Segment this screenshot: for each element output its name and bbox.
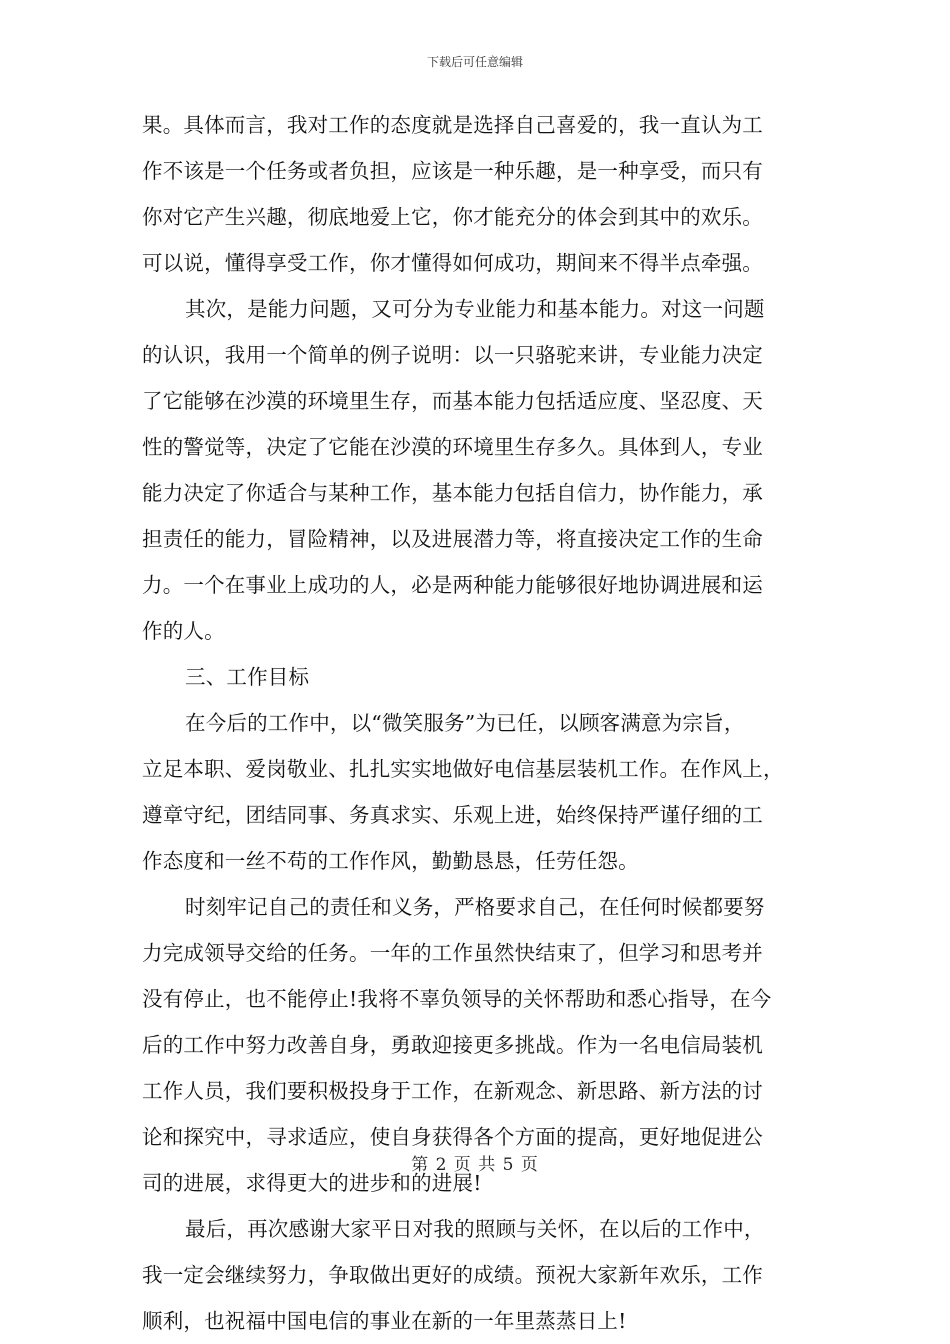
page-number-footer: 第 2 页 共 5 页: [411, 1155, 539, 1175]
text-line: 顺利，也祝福中国电信的事业在新的一年里蒸蒸日上!: [142, 1309, 627, 1333]
text-line: 能力决定了你适合与某种工作，基本能力包括自信力，协作能力，承: [142, 481, 763, 505]
text-line: 时刻牢记自己的责任和义务，严格要求自己，在任何时候都要努: [185, 895, 765, 919]
text-line: 我一定会继续努力，争取做出更好的成绩。预祝大家新年欢乐，工作: [142, 1263, 763, 1287]
text-line: 工作人员，我们要积极投身于工作，在新观念、新思路、新方法的讨: [142, 1079, 763, 1103]
text-line: 力。一个在事业上成功的人，必是两种能力能够很好地协调进展和运: [142, 573, 763, 597]
text-line: 论和探究中，寻求适应，使自身获得各个方面的提高，更好地促进公: [142, 1125, 763, 1149]
text-line: 担责任的能力，冒险精神，以及进展潜力等，将直接决定工作的生命: [142, 527, 763, 551]
text-line: 的认识，我用一个简单的例子说明：以一只骆驼来讲，专业能力决定: [142, 343, 763, 367]
text-line: 作的人。: [142, 619, 225, 643]
text-line: 没有停止，也不能停止!我将不辜负领导的关怀帮助和悉心指导，在今: [142, 987, 772, 1011]
text-line: 后的工作中努力改善自身，勇敢迎接更多挑战。作为一名电信局装机: [142, 1033, 763, 1057]
text-line: 了它能够在沙漠的环境里生存，而基本能力包括适应度、坚忍度、天: [142, 389, 763, 413]
text-line: 其次，是能力问题，又可分为专业能力和基本能力。对这一问题: [185, 297, 765, 321]
text-line: 你对它产生兴趣，彻底地爱上它，你才能充分的体会到其中的欢乐。: [142, 205, 763, 229]
text-line: 可以说，懂得享受工作，你才懂得如何成功，期间来不得半点牵强。: [142, 251, 763, 275]
text-line: 遵章守纪，团结同事、务真求实、乐观上进，始终保持严谨仔细的工: [142, 803, 763, 827]
page-header: 下载后可任意编辑: [426, 55, 523, 69]
text-line: 作不该是一个任务或者负担，应该是一种乐趣，是一种享受，而只有: [142, 159, 763, 183]
text-line: 三、工作目标: [185, 665, 310, 689]
text-line: 果。具体而言，我对工作的态度就是选择自己喜爱的，我一直认为工: [142, 113, 763, 137]
text-line: 作态度和一丝不苟的工作作风，勤勤恳恳，任劳任怨。: [142, 849, 639, 873]
text-line: 立足本职、爱岗敬业、扎扎实实地做好电信基层装机工作。在作风上，: [142, 757, 784, 781]
text-line: 性的警觉等，决定了它能在沙漠的环境里生存多久。具体到人，专业: [142, 435, 763, 459]
text-line: 最后，再次感谢大家平日对我的照顾与关怀，在以后的工作中，: [185, 1217, 765, 1241]
text-line: 力完成领导交给的任务。一年的工作虽然快结束了，但学习和思考并: [142, 941, 763, 965]
text-line: 在今后的工作中，以“微笑服务”为已任，以顾客满意为宗旨，: [185, 711, 745, 735]
text-line: 司的进展，求得更大的进步和的进展!: [142, 1171, 482, 1195]
